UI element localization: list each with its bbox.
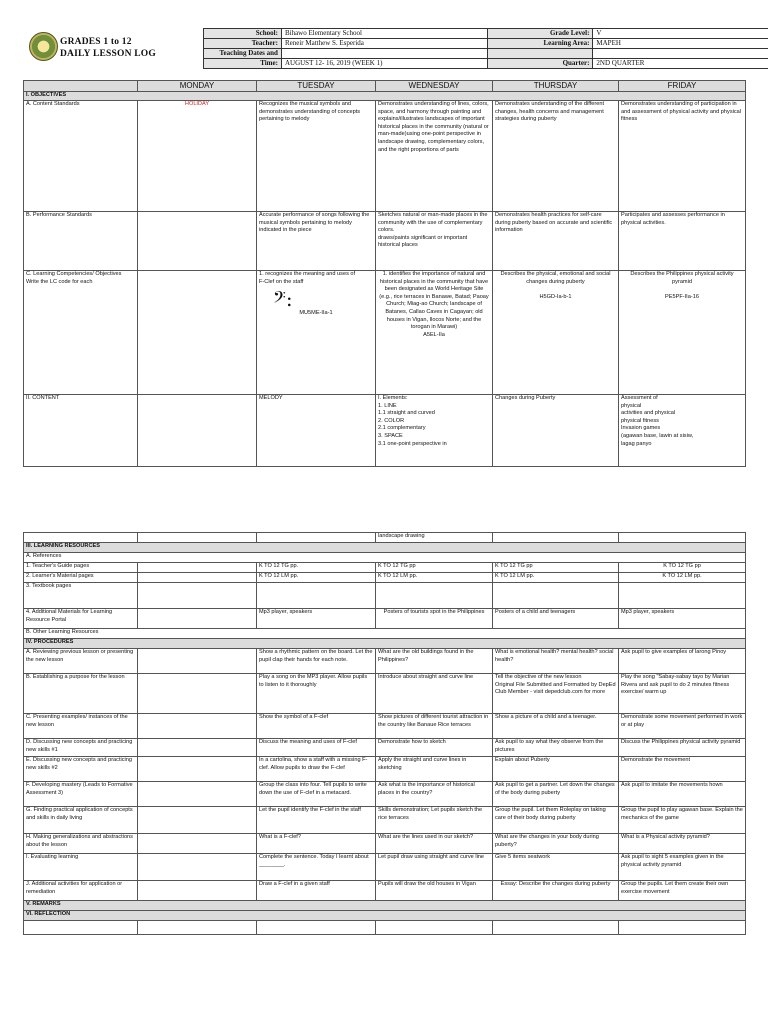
school-value: Bihawo Elementary School	[281, 29, 487, 39]
cell-procedure-f-fri: Ask pupil to imitate the movements hown	[619, 782, 746, 807]
cell-additional-tue: Mp3 player, speakers	[257, 609, 376, 629]
cell-procedure-h-fri: What is a Physical activity pyramid?	[619, 834, 746, 854]
cell-procedure-f-tue: Group the class into four. Tell pupils to write down the use of F-clef in a metacard.	[257, 782, 376, 807]
cell-content-wed: I. Elements: 1. LINE 1.1 straight and curved 2. COLOR 2.1 complementary 3. SPACE 3.1 one-point perspective in	[376, 395, 493, 467]
cell-procedure-f-thu: Ask pupil to get a partner. Let down the changes of the body during puberty	[493, 782, 619, 807]
learning-area-value: MAPEH	[593, 39, 768, 49]
competency-code: MU5ME-IIa-1	[299, 310, 333, 317]
cell-competencies-thu	[493, 271, 619, 395]
row-label-content-standards: A. Content Standards	[24, 101, 138, 212]
cell-procedure-a-tue: Show a rhythmic pattern on the board. Let the pupil clap their hands for each note.	[257, 649, 376, 674]
cell-content-standards-thu: Demonstrates understanding of the different changes, health concerns and management strategies during puberty	[493, 101, 619, 212]
cell-content-tue: MELODY	[257, 395, 376, 467]
cell-tg-wed: K TO 12 TG pp	[376, 563, 493, 573]
day-header-monday: MONDAY	[138, 81, 257, 92]
cell-lm-fri: K TO 12 LM pp.	[619, 573, 746, 583]
section-learning-resources: III. LEARNING RESOURCES	[24, 543, 746, 553]
cell-competencies-fri	[619, 271, 746, 395]
learning-area-label: Learning Area:	[487, 39, 593, 49]
teaching-dates-label: Teaching Dates and	[204, 49, 282, 59]
day-header-friday: FRIDAY	[619, 81, 746, 92]
row-label-content: II. CONTENT	[24, 395, 138, 467]
row-label-procedure-c: C. Presenting examples/ instances of the new lesson	[24, 714, 138, 739]
header-info-table	[203, 28, 768, 69]
cell-tg-tue: K TO 12 TG pp.	[257, 563, 376, 573]
lesson-table-part2	[23, 532, 746, 935]
document-title	[60, 36, 156, 60]
section-remarks: V. REMARKS	[24, 901, 746, 911]
cell-procedure-d-wed: Demonstrate how to sketch	[376, 739, 493, 757]
cell-procedure-d-thu: Ask pupil to say what they observe from the pictures	[493, 739, 619, 757]
cell-procedure-c-wed: Show pictures of different tourist attraction in the country like Banaue Rice terraces	[376, 714, 493, 739]
row-label-performance-standards: B. Performance Standards	[24, 212, 138, 271]
cell-procedure-i-thu: Give 5 items seatwork	[493, 854, 619, 881]
row-label-procedure-j: J. Additional activities for application or remediation	[24, 881, 138, 901]
quarter-label: Quarter:	[487, 59, 593, 69]
cell-procedure-h-tue: What is a F-clef?	[257, 834, 376, 854]
day-header-thursday: THURSDAY	[493, 81, 619, 92]
cell-procedure-g-fri: Group the pupil to play agawan base. Explain the mechanics of the game	[619, 807, 746, 834]
cell-additional-thu: Posters of a child and teenagers	[493, 609, 619, 629]
teacher-value: Reneir Matthew S. Esperida	[281, 39, 487, 49]
row-label-learners-material: 2. Learner's Material pages	[24, 573, 138, 583]
cell-procedure-c-tue: Show the symbol of a F-clef	[257, 714, 376, 739]
deped-seal-logo	[29, 32, 58, 61]
dates-value: AUGUST 12- 16, 2019 (WEEK 1)	[281, 59, 487, 69]
cell-tg-fri: K TO 12 TG pp	[619, 563, 746, 573]
cell-procedure-g-tue: Let the pupil identify the F-clef in the staff	[257, 807, 376, 834]
title-line-2: DAILY LESSON LOG	[60, 49, 156, 59]
cell-procedure-b-wed: Introduce about straight and curve line	[376, 674, 493, 714]
quarter-value: 2ND QUARTER	[593, 59, 768, 69]
row-label-references: A. References	[24, 553, 746, 563]
cell-content-standards-fri: Demonstrates understanding of participation in and assessment of physical activity and physical fitness	[619, 101, 746, 212]
cell-procedure-e-fri: Demonstrate the movement	[619, 757, 746, 782]
cell-procedure-c-thu: Show a picture of a child and a teenager.	[493, 714, 619, 739]
competency-text: 1. recognizes the meaning and uses of	[259, 271, 356, 277]
cell-procedure-b-tue: Play a song on the MP3 player. Allow pupils to listen to it thoroughly	[257, 674, 376, 714]
cell-performance-fri: Participates and assesses performance in physical activities.	[619, 212, 746, 271]
teacher-label: Teacher:	[204, 39, 282, 49]
grade-level-value: V	[593, 29, 768, 39]
cell-procedure-i-tue: Complete the sentence. Today I learnt about ________.	[257, 854, 376, 881]
row-label-procedure-g: G. Finding practical application of concepts and skills in daily living	[24, 807, 138, 834]
row-label-procedure-d: D. Discussing new concepts and practicing new skills #1	[24, 739, 138, 757]
cell-procedure-i-fri: Ask pupil to sight 5 examples given in the physical activity pyramid	[619, 854, 746, 881]
section-reflection: VI. REFLECTION	[24, 911, 746, 921]
row-label-procedure-i: I. Evaluating learning	[24, 854, 138, 881]
cell-competencies-wed: 1. identifies the importance of natural and historical places in the community that have been designated as World Heritage Site (e.g., rice terraces in Banawe, Batad; Paoay Church; Miag-ao Church; landscape of Batanes, Callao Caves in Cagayan; old houses in Vigan, Ilocos Norte; and the torogan in Marawi) A5EL-IIa	[376, 271, 493, 395]
row-label-procedure-a: A. Reviewing previous lesson or presenting the new lesson	[24, 649, 138, 674]
cell-lm-tue: K TO 12 LM pp.	[257, 573, 376, 583]
cell-procedure-b-fri: Play the song "Sabay-sabay tayo by Marian Rivera and ask pupil to do 2 minutes fitness exercise/ warm up	[619, 674, 746, 714]
cell-additional-fri: Mp3 player, speakers	[619, 609, 746, 629]
cell-procedure-e-thu: Explain about Puberty	[493, 757, 619, 782]
cell-procedure-a-fri: Ask pupil to give examples of larong Pinoy	[619, 649, 746, 674]
day-header-tuesday: TUESDAY	[257, 81, 376, 92]
cell-content-fri: Assessment of physical activities and physical physical fitness Invasion games (agawan base, lawin at sisiw, lagag panyo	[619, 395, 746, 467]
day-header-wednesday: WEDNESDAY	[376, 81, 493, 92]
cell-procedure-g-wed: Skills demonstration; Let pupils sketch the rice terraces	[376, 807, 493, 834]
cell-procedure-j-fri: Group the pupils. Let them create their own exercise movement	[619, 881, 746, 901]
row-label-textbook: 3. Textbook pages	[24, 583, 138, 609]
section-procedures: IV. PROCEDURES	[24, 639, 746, 649]
section-objectives: I. OBJECTIVES	[24, 92, 746, 101]
competency-text: Describes the physical, emotional and social changes during puberty	[500, 271, 611, 285]
cell-additional-wed: Posters of tourists spot in the Philippines	[376, 609, 493, 629]
cell-procedure-h-thu: What are the changes in your body during puberty?	[493, 834, 619, 854]
cell-procedure-e-wed: Apply the straight and curve lines in sketching	[376, 757, 493, 782]
lesson-table-part1	[23, 80, 746, 467]
cell-procedure-i-wed: Let pupil draw using straight and curve line	[376, 854, 493, 881]
competency-text: Describes the Philippines physical activity pyramid	[630, 271, 734, 285]
row-label-procedure-h: H. Making generalizations and abstractions about the lesson	[24, 834, 138, 854]
row-label-teachers-guide: 1. Teacher's Guide pages	[24, 563, 138, 573]
f-clef-symbol-icon: 𝄢:	[273, 287, 293, 312]
cell-procedure-a-wed: What are the old buildings found in the Philippines?	[376, 649, 493, 674]
cell-lm-wed: K TO 12 LM pp.	[376, 573, 493, 583]
competency-text-2: F-Clef on the staff	[259, 278, 304, 285]
row-label-procedure-f: F. Developing mastery (Leads to Formative Assessment 3)	[24, 782, 138, 807]
cell-lm-thu: K TO 12 LM pp.	[493, 573, 619, 583]
cell-performance-wed: Sketches natural or man-made places in the community with the use of complementary colors. draws/paints significant or important historical places	[376, 212, 493, 271]
title-line-1: GRADES 1 to 12	[60, 37, 132, 47]
cell-tg-thu: K TO 12 TG pp	[493, 563, 619, 573]
cell-procedure-a-thu: What is emotional health? mental health? social health?	[493, 649, 619, 674]
cell-procedure-g-thu: Group the pupil. Let them Roleplay on taking care of their body during puberty	[493, 807, 619, 834]
grade-level-label: Grade Level:	[487, 29, 593, 39]
cell-procedure-c-fri: Demonstrate some movement performed in work or at play	[619, 714, 746, 739]
cell-performance-thu: Demonstrates health practices for self-care during puberty based on accurate and scientific information	[493, 212, 619, 271]
cell-procedure-j-tue: Draw a F-clef in a given staff	[257, 881, 376, 901]
cell-procedure-j-wed: Pupils will draw the old houses in Vigan	[376, 881, 493, 901]
holiday-label: HOLIDAY	[138, 101, 257, 212]
time-label: Time:	[204, 59, 282, 69]
cell-procedure-b-thu: Tell the objective of the new lesson Original File Submitted and Formatted by DepEd Club Member - visit depedclub.com for more	[493, 674, 619, 714]
competency-code: PE5PF-IIa-16	[665, 294, 699, 301]
cell-competencies-tue	[257, 271, 376, 395]
school-label: School:	[204, 29, 282, 39]
cell-procedure-h-wed: What are the lines used in our sketch?	[376, 834, 493, 854]
cell-procedure-j-thu: Essay: Describe the changes during puberty	[493, 881, 619, 901]
competency-code: H5GD-Ia-b-1	[539, 294, 572, 301]
cell-procedure-e-tue: In a cartolina, show a staff with a missing F-clef. Allow pupils to draw the F-clef	[257, 757, 376, 782]
cell-content-wed-cont: landscape drawing	[376, 533, 493, 543]
row-label-competencies: C. Learning Competencies/ Objectives Write the LC code for each	[24, 271, 138, 395]
row-label-other-resources: B. Other Learning Resources	[24, 629, 746, 639]
cell-procedure-d-tue: Discuss the meaning and uses of F-clef	[257, 739, 376, 757]
cell-content-standards-tue: Recognizes the musical symbols and demonstrates understanding of concepts pertaining to melody	[257, 101, 376, 212]
row-label-procedure-e: E. Discussing new concepts and practicing new skills #2	[24, 757, 138, 782]
cell-performance-tue: Accurate performance of songs following the musical symbols pertaining to melody indicated in the piece	[257, 212, 376, 271]
cell-procedure-f-wed: Ask what is the importance of historical places in the country?	[376, 782, 493, 807]
cell-content-standards-wed: Demonstrates understanding of lines, colors, space, and harmony through painting and explains/illustrates landscapes of important historical places in the community (natural or man-made)using one-point perspective in landscape drawing, complementary colors, and the right proportions of parts	[376, 101, 493, 212]
row-label-procedure-b: B. Establishing a purpose for the lesson	[24, 674, 138, 714]
cell-content-thu: Changes during Puberty	[493, 395, 619, 467]
cell-procedure-d-fri: Discuss the Philippines physical activity pyramid	[619, 739, 746, 757]
row-label-additional-materials: 4. Additional Materials for Learning Resource Portal	[24, 609, 138, 629]
